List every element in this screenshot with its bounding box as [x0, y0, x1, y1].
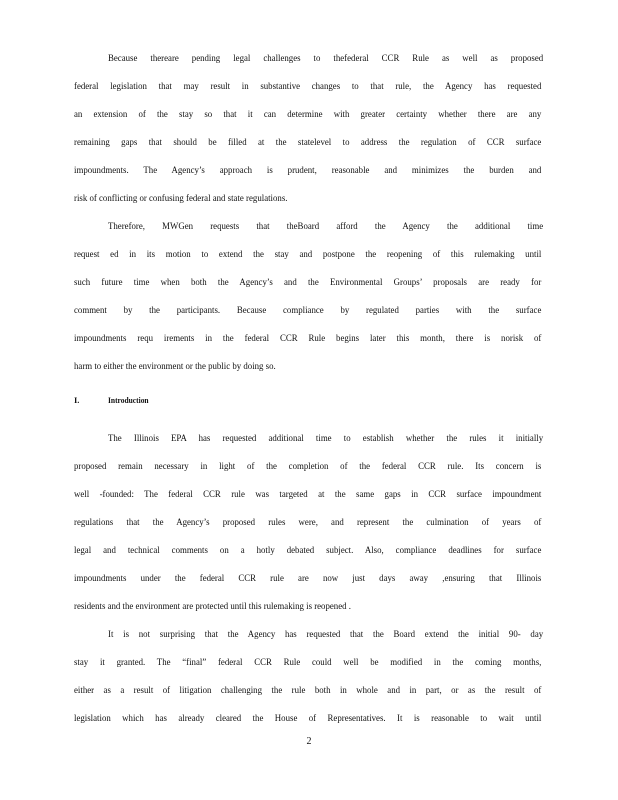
paragraph-4-line-2: stay it granted. The “final” federal CCR Rule could well be modified in the coming months,	[74, 657, 542, 668]
paragraph-3-line-3: well -founded: The federal CCR rule was targeted at the same gaps in CCR surface impoundment	[74, 489, 542, 500]
paragraph-4-line-4: legislation which has already cleared the House of Representatives. It is reasonable to wait until	[74, 713, 542, 724]
paragraph-3-line-2: proposed remain necessary in light of the completion of the federal CCR rule. Its concern is	[74, 461, 542, 472]
paragraph-1-line-2: federal legislation that may result in substantive changes to that rule, the Agency has requested	[74, 81, 542, 92]
section-title: Introduction	[108, 395, 149, 405]
paragraph-3-line-7: residents and the environment are protected until this rulemaking is reopened .	[74, 601, 351, 612]
paragraph-2-line-1: Therefore, MWGen requests that theBoard afford the Agency the additional time	[108, 221, 544, 232]
paragraph-3-line-1: The Illinois EPA has requested additional time to establish whether the rules it initially	[108, 433, 544, 444]
paragraph-2-line-6: harm to either the environment or the public by doing so.	[74, 361, 276, 372]
paragraph-3-line-5: legal and technical comments on a hotly debated subject. Also, compliance deadlines for surface	[74, 545, 542, 556]
paragraph-2-line-2: request ed in its motion to extend the stay and postpone the reopening of this rulemaking until	[74, 249, 542, 260]
paragraph-1-line-3: an extension of the stay so that it can determine with greater certainty whether there are any	[74, 109, 542, 120]
paragraph-4-line-1: It is not surprising that the Agency has requested that the Board extend the initial 90- day	[108, 629, 544, 640]
page-number: 2	[306, 736, 312, 747]
paragraph-2-line-3: such future time when both the Agency’s and the Environmental Groups’ proposals are ready for	[74, 277, 542, 288]
paragraph-2-line-4: comment by the participants. Because compliance by regulated parties with the surface	[74, 305, 542, 316]
paragraph-3-line-6: impoundments under the federal CCR rule are now just days away ,ensuring that Illinois	[74, 573, 542, 584]
paragraph-3-line-4: regulations that the Agency’s proposed rules were, and represent the culmination of years of	[74, 517, 542, 528]
paragraph-1-line-4: remaining gaps that should be filled at the statelevel to address the regulation of CCR surface	[74, 137, 542, 148]
paragraph-1-line-1: Because thereare pending legal challenges to thefederal CCR Rule as well as proposed	[108, 53, 544, 64]
paragraph-1-line-5: impoundments. The Agency’s approach is prudent, reasonable and minimizes the burden and	[74, 165, 542, 176]
paragraph-1-line-6: risk of conflicting or confusing federal and state regulations.	[74, 193, 288, 204]
paragraph-4-line-3: either as a result of litigation challenging the rule both in whole and in part, or as the result of	[74, 685, 542, 696]
section-number: I.	[74, 395, 80, 405]
paragraph-2-line-5: impoundments requ irements in the federal CCR Rule begins later this month, there is norisk of	[74, 333, 542, 344]
